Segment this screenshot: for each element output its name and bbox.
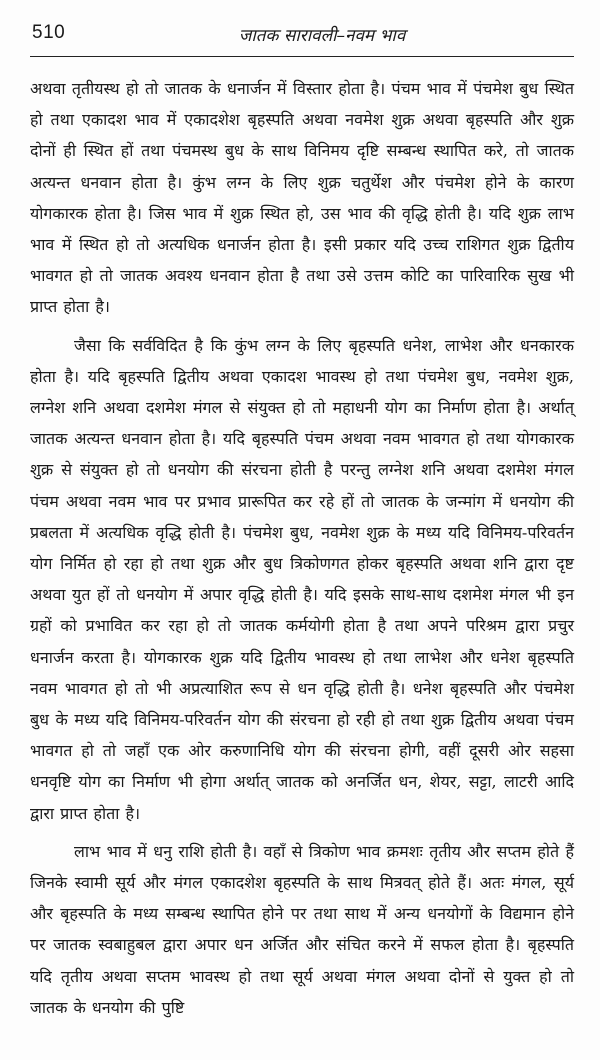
paragraph: अथवा तृतीयस्थ हो तो जातक के धनार्जन में विस्तार होता है। पंचम भाव में पंचमेश बुध स्थित हो तथा एकादश भाव में एकादशेश बृहस्पति अथवा नवमेश शुक्र अथवा बृहस्पति और शुक्र दोनों ही स्थित हों तथा पंचमस्थ बुध के साथ विनिमय दृष्टि सम्बन्ध स्थापित करे, तो जातक अत्यन्त धनवान होता है। कुंभ लग्न के लिए शुक्र चतुर्थेश और पंचमेश होने के कारण योगकारक होता है। जिस भाव में शुक्र स्थित हो, उस भाव की वृद्धि होती है। यदि शुक्र लाभ भाव में स्थित हो तो अत्यधिक धनार्जन होता है। इसी प्रकार यदि उच्च राशिगत शुक्र द्वितीय भावगत हो तो जातक अवश्य धनवान होता है तथा उसे उत्तम कोटि का पारिवारिक सुख भी प्राप्त होता है। [30, 79, 574, 317]
paragraph: जैसा कि सर्वविदित है कि कुंभ लग्न के लिए बृहस्पति धनेश, लाभेश और धनकारक होता है। यदि बृहस्पति द्वितीय अथवा एकादश भावस्थ हो तथा पंचमेश बुध, नवमेश शुक्र, लग्नेश शनि अथवा दशमेश मंगल से संयुक्त हो तो महाधनी योग का निर्माण होता है। अर्थात् जातक अत्यन्त धनवान होता है। यदि बृहस्पति पंचम अथवा नवम भावगत हो तथा योगकारक शुक्र से संयुक्त हो तो धनयोग की संरचना होती है परन्तु लग्नेश शनि अथवा दशमेश मंगल पंचम अथवा नवम भाव पर प्रभाव प्रारूपित कर रहे हों तो जातक के जन्मांग में धनयोग की प्रबलता में अत्यधिक वृद्धि होती है। पंचमेश बुध, नवमेश शुक्र के मध्य यदि विनिमय-परिवर्तन योग निर्मित हो रहा हो तथा शुक्र और बुध त्रिकोणगत होकर बृहस्पति अथवा शनि द्वारा दृष्ट अथवा युत हों तो धनयोग में अपार वृद्धि होती है। यदि इसके साथ-साथ दशमेश मंगल भी इन ग्रहों को प्रभावित कर रहा हो तो जातक कर्मयोगी होता है तथा अपने परिश्रम द्वारा प्रचुर धनार्जन करता है। योगकारक शुक्र यदि द्वितीय भावस्थ हो तथा लाभेश और धनेश बृहस्पति नवम भावगत हो तो भी अप्रत्याशित रूप से धन वृद्धि होती है। धनेश बृहस्पति और पंचमेश बुध के मध्य यदि विनिमय-परिवर्तन योग की संरचना हो रही हो तथा शुक्र द्वितीय अथवा पंचम भावगत हो तो जहाँ एक ओर करुणानिधि योग की संरचना होगी, वहीं दूसरी ओर सहसा धनवृष्टि योग का निर्माण भी होगा अर्थात् जातक को अनर्जित धन, शेयर, सट्टा, लाटरी आदि द्वारा प्राप्त होता है। [30, 335, 574, 823]
body-text [30, 73, 574, 1023]
page-header [30, 22, 574, 57]
paragraph: लाभ भाव में धनु राशि होती है। वहाँ से त्रिकोण भाव क्रमशः तृतीय और सप्तम होते हैं जिनके स्वामी सूर्य और मंगल एकादशेश बृहस्पति के साथ मित्रवत् होते हैं। अतः मंगल, सूर्य और बृहस्पति के मध्य सम्बन्ध स्थापित होने पर तथा साथ में अन्य धनयोगों के विद्यमान होने पर जातक स्वबाहुबल द्वारा अपार धन अर्जित और संचित करने में सफल होता है। बृहस्पति यदि तृतीय अथवा सप्तम भावस्थ हो तथा सूर्य अथवा मंगल अथवा दोनों से युक्त हो तो जातक के धनयोग की पुष्टि [30, 841, 574, 1017]
running-title: जातक सारावली–नवम भाव [238, 26, 406, 46]
page-number: 510 [32, 22, 66, 43]
